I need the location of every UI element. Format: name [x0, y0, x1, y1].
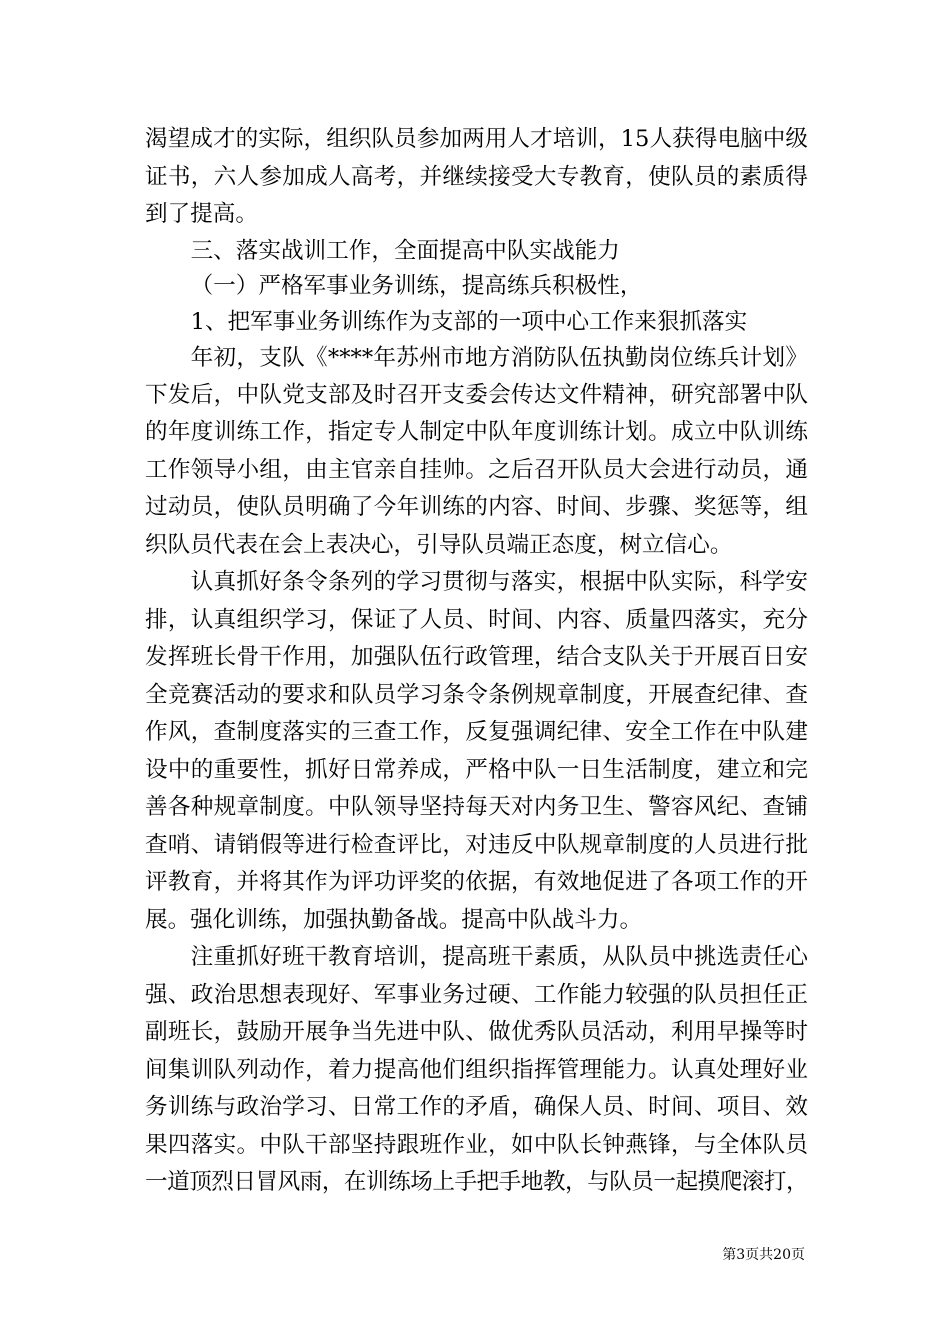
- text-line: 作风，查制度落实的三查工作，反复强调纪律、安全工作在中队建: [145, 719, 808, 746]
- text-line: 评教育，并将其作为评功评奖的依据，有效地促进了各项工作的开: [145, 869, 808, 896]
- text-line: 展。强化训练，加强执勤备战。提高中队战斗力。: [145, 906, 643, 933]
- item-heading-text: 1、把军事业务训练作为支部的一项中心工作来狠抓落实: [190, 309, 748, 336]
- text-line: 织队员代表在会上表决心，引导队员端正态度，树立信心。: [145, 531, 733, 558]
- text-line: 全竞赛活动的要求和队员学习条令条例规章制度，开展查纪律、查: [145, 681, 808, 708]
- text-line: 善各种规章制度。中队领导坚持每天对内务卫生、警容风纪、查铺: [145, 794, 808, 821]
- text-line: 设中的重要性，抓好日常养成，严格中队一日生活制度，建立和完: [145, 756, 808, 783]
- item-heading: [145, 305, 808, 341]
- text-line: 注重抓好班干教育培训，提高班干素质，从队员中挑选责任心: [190, 944, 808, 971]
- text-line: 工作领导小组，由主官亲自挂帅。之后召开队员大会进行动员，通: [145, 456, 808, 483]
- paragraph: [145, 564, 808, 939]
- text-line: 渴望成才的实际，组织队员参加两用人才培训，15人获得电脑中级: [145, 126, 808, 152]
- section-heading-text: 三、落实战训工作，全面提高中队实战能力: [190, 237, 620, 264]
- text-line: 查哨、请销假等进行检查评比，对违反中队规章制度的人员进行批: [145, 831, 808, 858]
- text-line: 年初，支队《****年苏州市地方消防队伍执勤岗位练兵计划》: [190, 344, 808, 371]
- paragraph: [145, 939, 808, 1202]
- text-line: 排，认真组织学习，保证了人员、时间、内容、质量四落实，充分: [145, 606, 808, 633]
- subsection-heading-text: （一）严格军事业务训练，提高练兵积极性，: [190, 273, 643, 300]
- text-line: 副班长，鼓励开展争当先进中队、做优秀队员活动，利用早操等时: [145, 1019, 808, 1046]
- text-line: 发挥班长骨干作用，加强队伍行政管理，结合支队关于开展百日安: [145, 644, 808, 671]
- text-line: 果四落实。中队干部坚持跟班作业，如中队长钟燕锋，与全体队员: [145, 1131, 808, 1158]
- paragraph-continued: [145, 121, 808, 234]
- text-line: 的年度训练工作，指定专人制定中队年度训练计划。成立中队训练: [145, 419, 808, 446]
- text-line: 强、政治思想表现好、军事业务过硬、工作能力较强的队员担任正: [145, 981, 808, 1008]
- text-line: 到了提高。: [145, 201, 258, 227]
- text-line: 下发后，中队党支部及时召开支委会传达文件精神，研究部署中队: [145, 381, 808, 408]
- text-line: 认真抓好条令条列的学习贯彻与落实，根据中队实际，科学安: [190, 569, 808, 596]
- body-text: [145, 121, 808, 1202]
- text-line: 一道顶烈日冒风雨，在训练场上手把手地教，与队员一起摸爬滚打，: [145, 1169, 808, 1196]
- subsection-heading: [145, 269, 808, 305]
- text-line: 间集训队列动作，着力提高他们组织指挥管理能力。认真处理好业: [145, 1056, 808, 1083]
- text-line: 过动员，使队员明确了今年训练的内容、时间、步骤、奖惩等，组: [145, 494, 808, 521]
- section-heading: [145, 234, 808, 270]
- page-number: 第3页共20页: [722, 1247, 805, 1263]
- text-line: 证书，六人参加成人高考，并继续接受大专教育，使队员的素质得: [145, 163, 808, 190]
- paragraph: [145, 341, 808, 564]
- text-line: 务训练与政治学习、日常工作的矛盾，确保人员、时间、项目、效: [145, 1094, 808, 1121]
